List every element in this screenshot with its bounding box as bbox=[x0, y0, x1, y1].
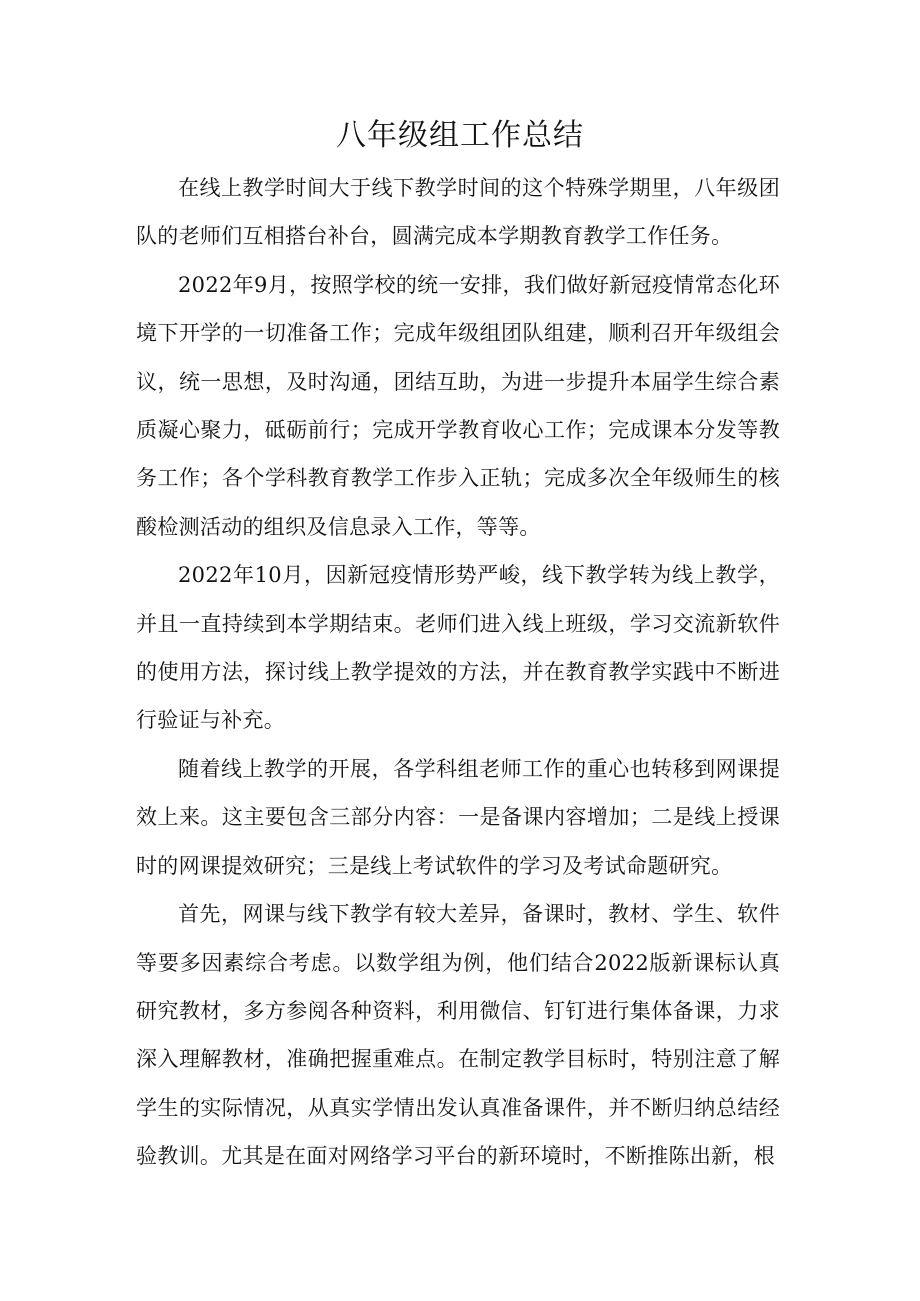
document-title: 八年级组工作总结 bbox=[336, 118, 584, 153]
paragraph-online-focus: 随着线上教学的开展，各学科组老师工作的重心也转移到网课提效上来。这主要包含三部分内容：一是备课内容增加；二是线上授课时的网课提效研究；三是线上考试软件的学习及考试命题研究。 bbox=[136, 756, 780, 878]
paragraph-october: 2022年10月，因新冠疫情形势严峻，线下教学转为线上教学，并且一直持续到本学期结束。老师们进入线上班级，学习交流新软件的使用方法，探讨线上教学提效的方法，并在教育教学实践中不断进行验证与补充。 bbox=[136, 563, 780, 733]
document-body bbox=[136, 164, 780, 1181]
paragraph-september: 2022年9月，按照学校的统一安排，我们做好新冠疫情常态化环境下开学的一切准备工作；完成年级组团队组建，顺利召开年级组会议，统一思想，及时沟通，团结互助，为进一步提升本届学生综合素质凝心聚力，砥砺前行；完成开学教育收心工作；完成课本分发等教务工作；各个学科教育教学工作步入正轨；完成多次全年级师生的核酸检测活动的组织及信息录入工作，等等。 bbox=[136, 272, 780, 539]
paragraph-intro: 在线上教学时间大于线下教学时间的这个特殊学期里，八年级团队的老师们互相搭台补台，圆满完成本学期教育教学工作任务。 bbox=[136, 176, 780, 249]
paragraph-lesson-prep: 首先，网课与线下教学有较大差异，备课时，教材、学生、软件等要多因素综合考虑。以数学组为例，他们结合2022版新课标认真研究教材，多方参阅各种资料，利用微信、钉钉进行集体备课，力求深入理解教材，准确把握重难点。在制定教学目标时，特别注意了解学生的实际情况，从真实学情出发认真准备课件，并不断归纳总结经验教训。尤其是在面对网络学习平台的新环境时，不断推陈出新，根 bbox=[136, 902, 780, 1169]
